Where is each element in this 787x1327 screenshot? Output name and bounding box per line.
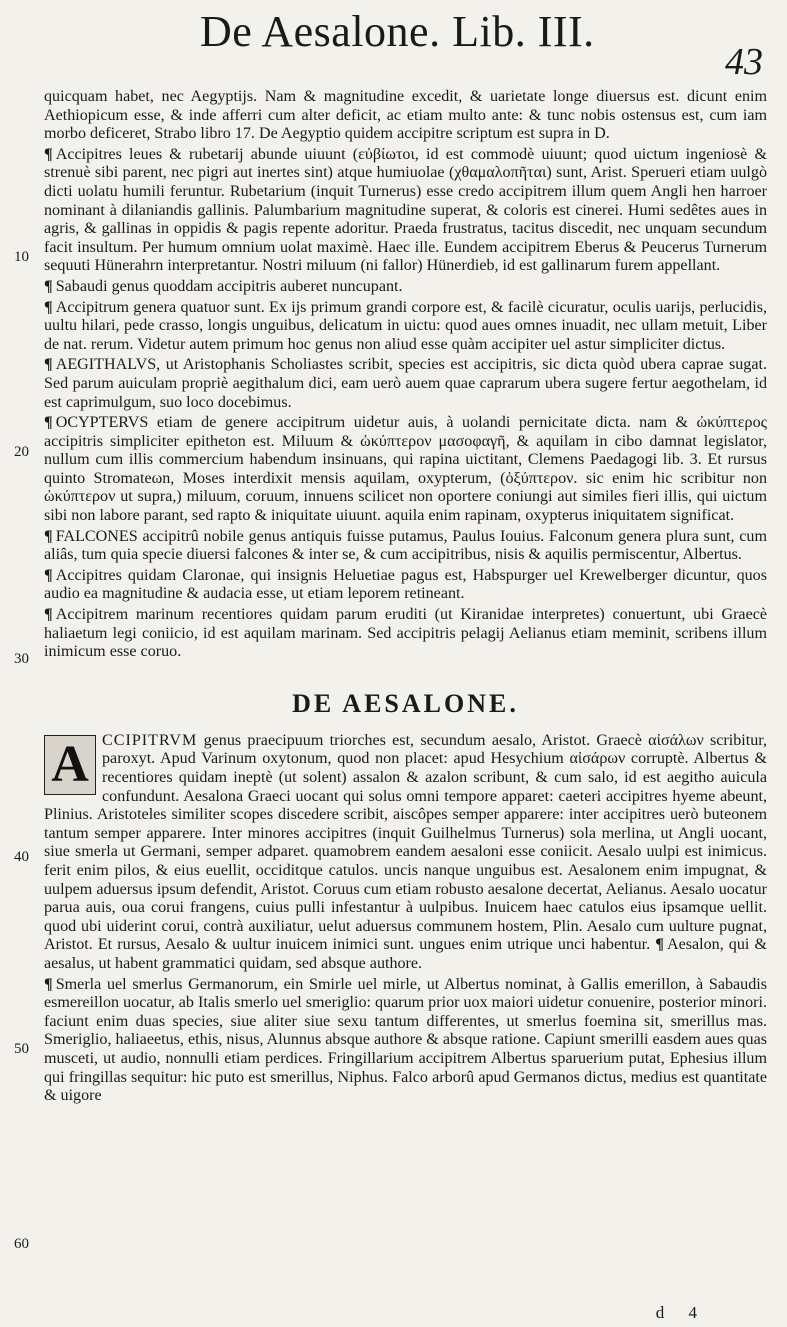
pilcrow-icon: ¶: [44, 145, 53, 163]
paragraph: [44, 356, 767, 412]
body-text: [44, 88, 767, 1106]
line-number: 60: [14, 1236, 29, 1252]
pilcrow-icon: ¶: [44, 298, 53, 316]
pilcrow-icon: ¶: [44, 606, 53, 624]
pilcrow-icon: ¶: [44, 414, 53, 432]
pilcrow-icon: ¶: [44, 527, 53, 545]
paragraph-text: Accipitrem marinum recentiores quidam parum eruditi (ut Kiranidae interpretes) conuertunt, ubi Graecè haliaetum legi coniicio, id est aquilam marinam. Sed accipitris pelagij Aelianus etiam meminit, scribens illum inimicum esse coruo.: [44, 606, 767, 661]
signature-mark: d 4: [655, 1303, 707, 1322]
section-heading: DE AESALONE.: [292, 688, 519, 718]
paragraph: [44, 606, 767, 662]
pilcrow-icon: ¶: [655, 936, 664, 954]
line-number: 50: [14, 1041, 29, 1057]
paragraph: [44, 146, 767, 276]
paragraph-text: Aesalon, qui & aesalus, ut habent grammatici quidam, sed absque authore.: [44, 936, 767, 972]
paragraph-text: Accipitres quidam Claronae, qui insignis Heluetiae pagus est, Habspurger uel Krewelberger dicuntur, quos audio ea magnitudine & audacia esse, ut etiam leporem retineant.: [44, 566, 767, 603]
paragraph-text: OCYPTERVS etiam de genere accipitrum uidetur auis, à uolandi pernicitate dicta. nam & ὠκύπτερος accipitris simpliciter epitheton est. Miluum & ὠκύπτερον μασοφαγῆ, & aquilam in cibo damnat legislator, nullum cum illis commercium habendum insinuans, qui rapina uictitant, Clemens Paedagogi lib. 3. Et rursus quinto Stromateωn, Moses interdixit mensis aquilam, oxypterum, (ὀξύπτερον. sic enim hic scribitur non ὠκύπτερον ut supra,) miluum, coruum, innuens scilicet non oportere coniungi aut similes fieri illis, qui uictum sibi non labore parant, sed rapto & iniquitate uiuunt. aquila enim rapinam, oxypterus iniquitatem significat.: [44, 414, 767, 525]
dropcap-letter: A: [44, 735, 96, 795]
pilcrow-icon: ¶: [44, 356, 53, 374]
paragraph-text: Accipitrum genera quatuor sunt. Ex ijs primum grandi corpore est, & facilè cicuratur, oculis uarijs, perlucidis, uultu hilari, pede crasso, longis unguibus, delicatum in uictu: quod aues omnes inuadit, nec ullam metuit, Liber de nat. rerum. Videtur autem primum hoc genus non aliud esse quàm accipiter uel astur simpliciter dictus.: [44, 298, 767, 353]
paragraph-text: AEGITHALVS, ut Aristophanis Scholiastes scribit, species est accipitris, sic dicta quòd ubera caprae sugat. Sed parum auiculam propriè aegithalum dici, eam uerò auem quae caprarum ubera sugere fertur aegothelam, id est caprimulgum, suo loco docebimus.: [44, 356, 767, 411]
paragraph-text: Accipitres leues & rubetarij abunde uiuunt (εὐβίωτοι, id est commodè uiuunt; quod uictum ingeniosè & strenuè sibi parent, nec pigri aut inertes sint) atque humiuolae (χθαμαλοπῆται) sunt, Arist. Sperueri etiam uulgò dicti uolatu humili feruntur. Rubetarium (inquit Turnerus) esse credo accipitrem illum quem Angli hen harroer nominant à dilaniandis gallinis. Palumbarium magnitudine superat, & coloris est cinerei. Humi sedêtes aues in agris, & gallinas in oppidis & pagis repente adoritur. Praeda frustratus, tacitus discedit, nec unquam secundum facit insultum. Per humum omnium uolat maximè. Haec ille. Eundem accipitrem Eberus & Peucerus Turnerum sequuti Hünerahrn interpretantur. Nostri miluum (ni fallor) Hünerdieb, id est gallinarum furem appellant.: [44, 145, 767, 275]
paragraph: [44, 88, 767, 144]
paragraph: [44, 278, 767, 297]
paragraph: [44, 414, 767, 526]
page-number: 43: [725, 41, 763, 83]
line-number: 10: [14, 249, 29, 265]
lead-caps: CCIPITRVM: [102, 731, 198, 749]
paragraph: [44, 567, 767, 604]
paragraph: [44, 976, 767, 1106]
paragraph-text: Smerla uel smerlus Germanorum, ein Smirle uel mirle, ut Albertus nominat, à Gallis emerillon, à Sabaudis esmereillon uocatur, ab Italis smerlo uel smeriglio: quarum prior uox maiori uidetur conuenire, posterior minori. faciunt enim duas species, siue aliter siue sexu tantum differentes, ut smerlus foemina sit, smerillus mas. Smeriglio, haliaeetus, ethis, nisus, Alunnus absque authore & absque ratione. Capiunt smerilli easdem aues quas musceti, ut audio, nonnulli etiam perdices. Fringillarium accipitrem Albertus sparuerium putat, Ephesius illum qui fringillas sequitur: hic puto est smerillus, Niphus. Falco arborû apud Germanos dictus, medius est quantitate & uigore: [44, 975, 767, 1105]
section-paragraph: [44, 732, 767, 974]
paragraph-text: quicquam habet, nec Aegyptijs. Nam & magnitudine excedit, & uarietate longe diuersus est. dicunt enim Aethiopicum esse, & inde afferri cum alter deficit, ac etiam multo ante: & tunc nobis ostensus est, cum iam morbo deficeret, Strabo libro 17. De Aegyptio quidem accipitre scriptum est supra in D.: [44, 88, 767, 143]
paragraph-text: FALCONES accipitrû nobile genus antiquis fuisse putamus, Paulus Iouius. Falconum genera plura sunt, cum aliâs, tum quia specie diuersi falcones & inter se, & cum accipitribus, nisis & aquilis permiscentur, Albertus.: [44, 527, 767, 564]
paragraph: [44, 299, 767, 355]
pilcrow-icon: ¶: [44, 566, 53, 584]
running-title: De Aesalone. Lib. III.: [200, 7, 595, 56]
pilcrow-icon: ¶: [44, 975, 53, 993]
paragraph: [44, 528, 767, 565]
line-number: 30: [14, 651, 29, 667]
line-number: 20: [14, 444, 29, 460]
pilcrow-icon: ¶: [44, 277, 53, 295]
line-number: 40: [14, 849, 29, 865]
paragraph-text: Sabaudi genus quoddam accipitris auberet nuncupant.: [55, 277, 403, 295]
paragraph-text: genus praecipuum triorches est, secundum aesalo, Aristot. Graecè αἰσάλων scribitur, paroxyt. Apud Varinum oxytonum, quod non placet: apud Hesychium αἰσάρων corruptè. Albertus & recentiores quidam ineptè (ut solent) assalon & azalon scribunt, & cum salo, id est aegitho auicula confundunt. Aesalona Graeci uocant qui solus omni tempore apparet: caeteri accipitres hyeme abeunt, Plinius. Aristoteles similiter scopes discedere scribit, aiscôpes semper apparere: inter accipitres uerò buteonem tantum semper apparere. Inter minores accipitres (inquit Guilhelmus Turnerus) sola merlina, ut Angli uocant, siue smerla ut Germani, semper adparet. quamobrem eandem aesaloni esse coniicit. Aesalo uulpi est inimicus. ferit enim pilos, & eius euellit, occiditque catulos. uncis nanque unguibus est. Aesalonem enim impugnat, & uulpem aduersus ipsum defendit, Aristot. Coruus cum etiam robusto aesalone decertat, Aelianus. Aesalo uocatur parua auis, oua corui frangens, cuius pulli infestantur à uulpibus. Inuicem haec catulos eius ipsamque uellit. quod ubi uiderint corui, contrà auxiliatur, uelut aduersus communem hostem, Plin. Aesalo cum uulture pugnat, Aristot. Et rursus, Aesalo & uultur inuicem inimici sunt. ungues enim utrique unci habentur.: [44, 731, 767, 954]
